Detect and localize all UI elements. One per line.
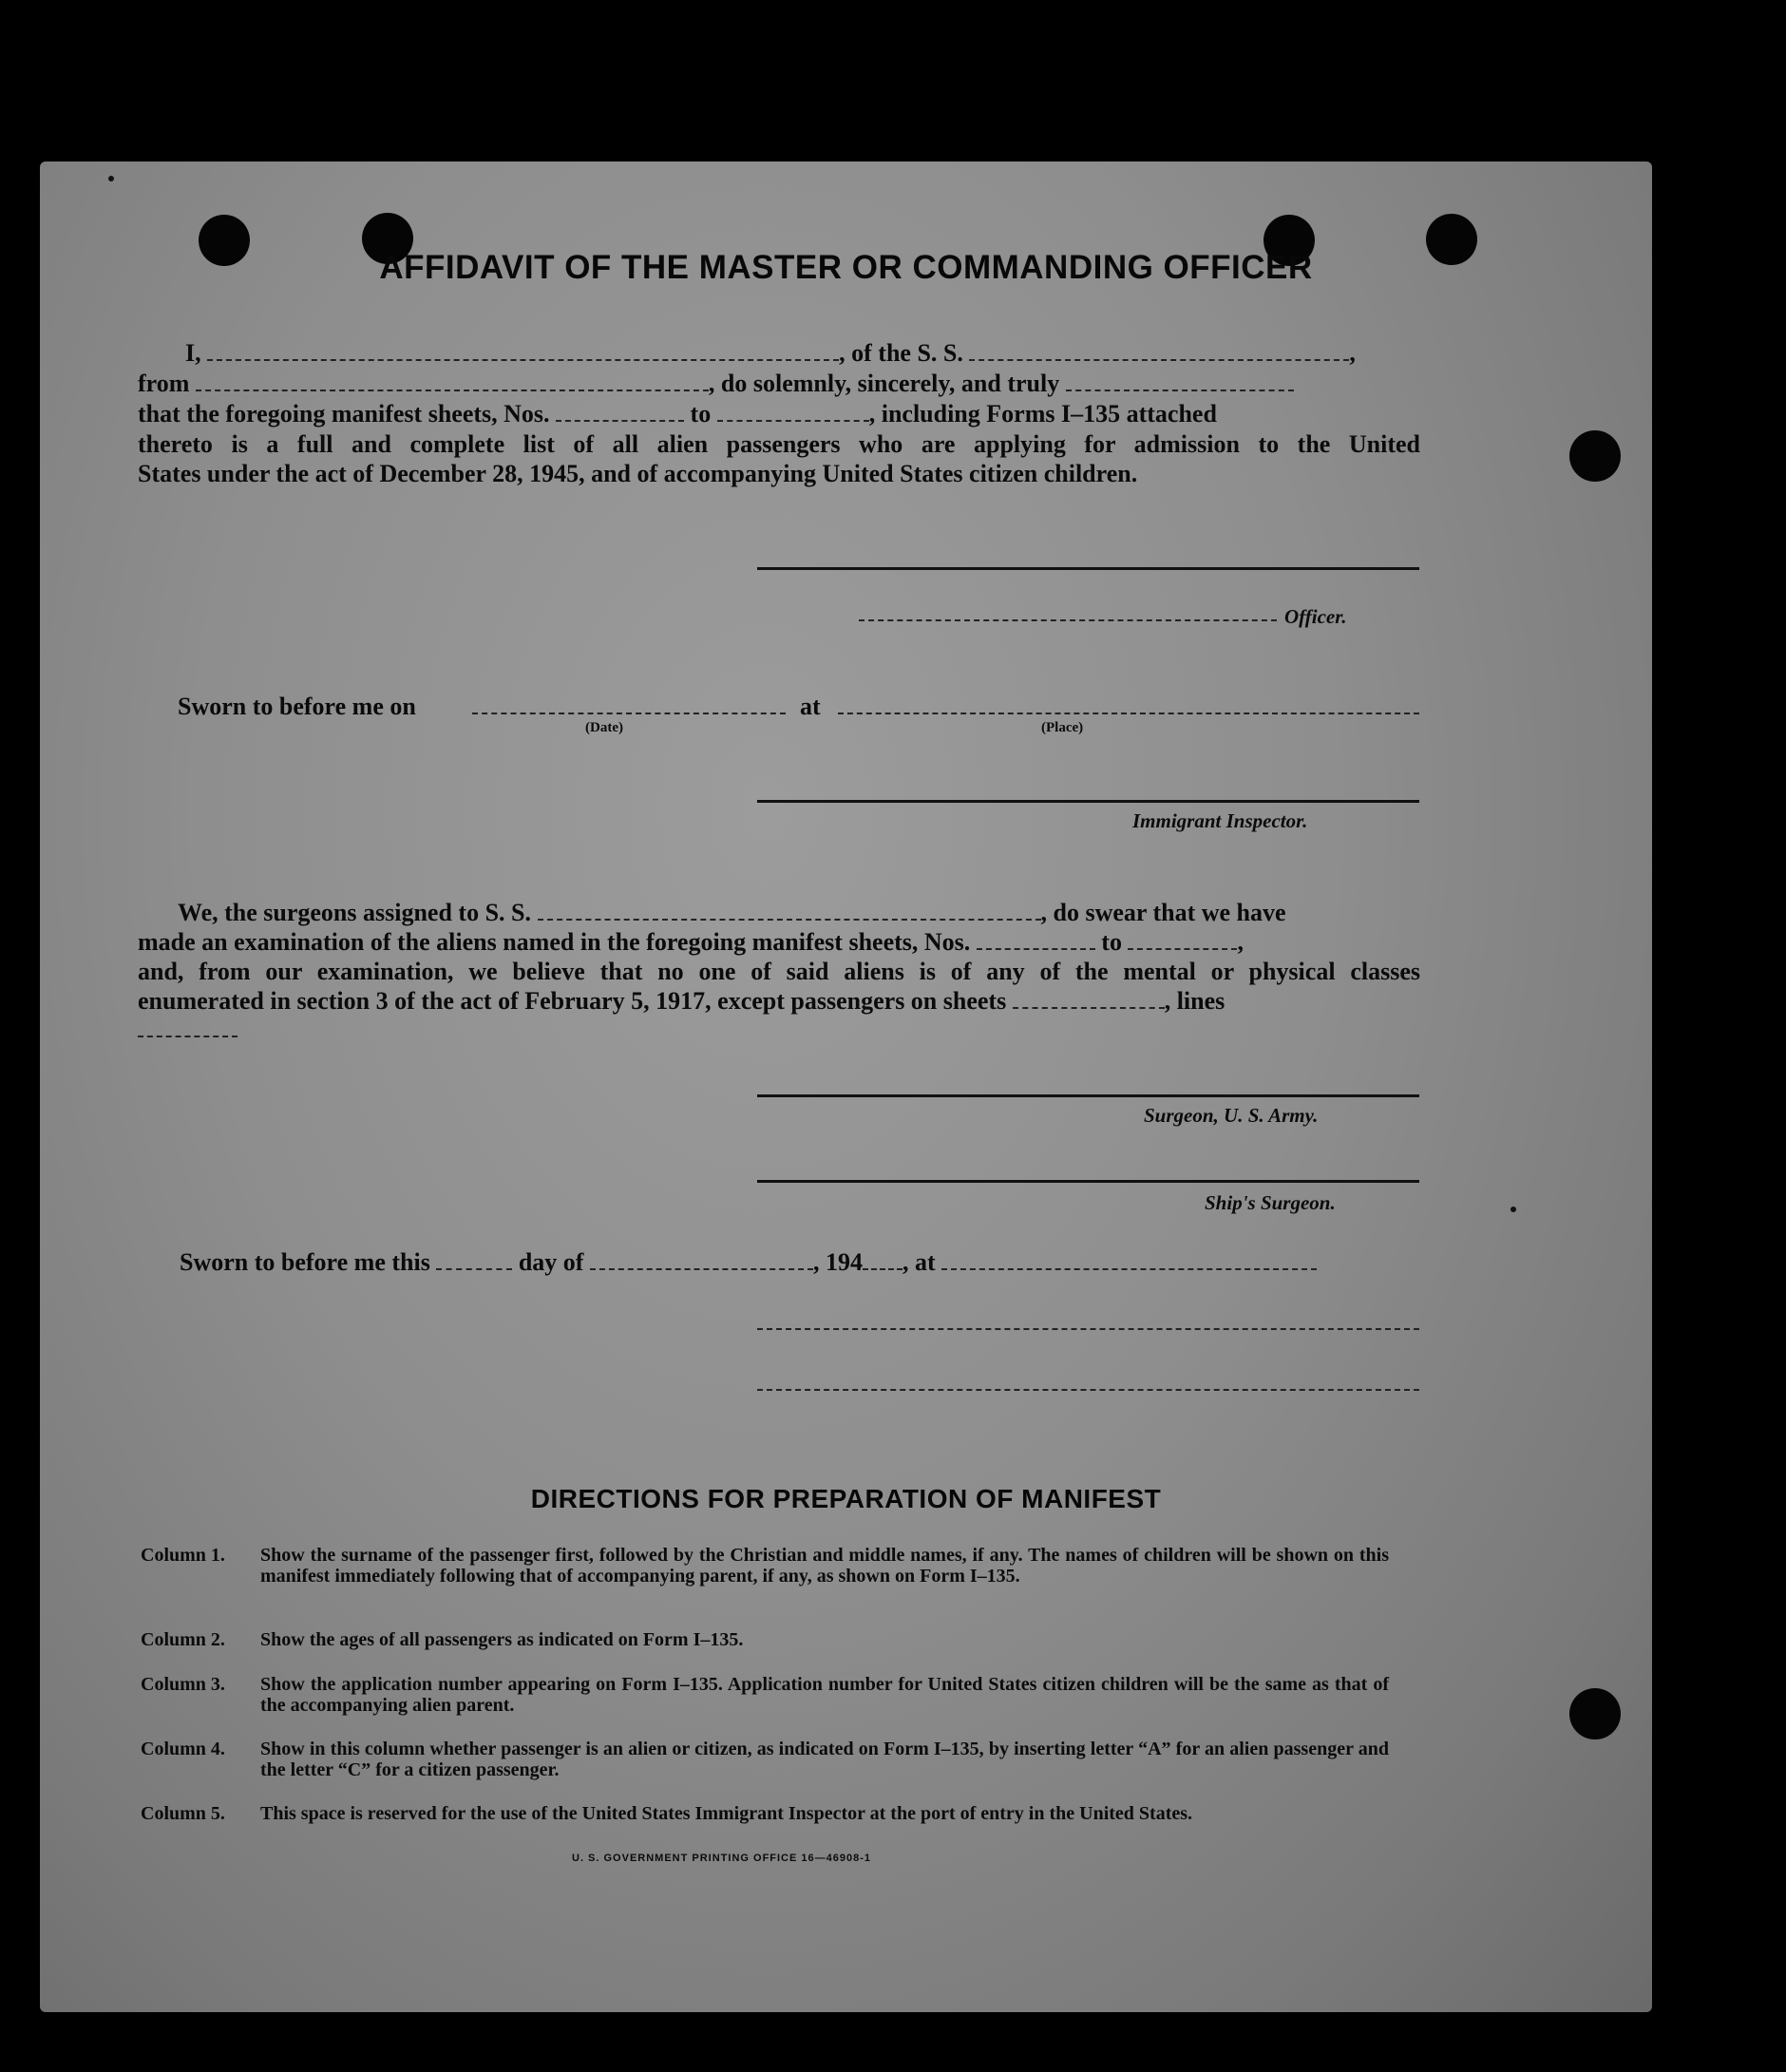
of-ss-label: , of the S. S. [839, 339, 963, 367]
to-label: to [690, 400, 712, 428]
except-sheets-blank[interactable] [1013, 988, 1165, 1009]
surgeons-line-1 [178, 898, 1420, 927]
sworn-this-label: Sworn to before me this [180, 1248, 430, 1276]
exam-sheet-from-blank[interactable] [977, 929, 1095, 950]
day-blank[interactable] [436, 1249, 512, 1270]
direction-text: Show in this column whether passenger is an alien or citizen, as indicated on Form I–135, by inserting letter “A” for an alien passenger and the letter “C” for a citizen passenger. [260, 1739, 1389, 1780]
sworn-place-blank[interactable] [838, 713, 1419, 714]
affidavit-line-3 [138, 399, 1420, 428]
direction-label: Column 2. [141, 1629, 225, 1650]
ship-name-blank[interactable] [969, 340, 1349, 361]
direction-label: Column 1. [141, 1545, 225, 1566]
page-title: AFFIDAVIT OF THE MASTER OR COMMANDING OFFICER [379, 249, 1313, 286]
year-blank[interactable] [863, 1249, 902, 1270]
officer-signature-line[interactable] [757, 567, 1419, 570]
year-prefix: , 194 [812, 1248, 863, 1276]
ship-surgeon-caption: Ship's Surgeon. [1205, 1191, 1336, 1214]
direction-label: Column 4. [141, 1739, 225, 1759]
from-blank[interactable] [196, 371, 709, 391]
officer-rank-line[interactable] [859, 619, 1277, 621]
sheet-from-blank[interactable] [556, 401, 684, 422]
month-blank[interactable] [590, 1249, 813, 1270]
direction-label: Column 3. [141, 1674, 225, 1695]
sworn-on-line [178, 692, 416, 721]
date-caption: (Date) [585, 720, 623, 735]
direction-label: Column 5. [141, 1803, 225, 1824]
sworn-this-at-label: , at [902, 1248, 936, 1276]
including-text: , including Forms I–135 attached [868, 400, 1217, 428]
affidavit-line-4: thereto is a full and complete list of all alien passengers who are applying for admission to the United [138, 430, 1420, 458]
punch-hole [1569, 430, 1621, 482]
direction-text: Show the ages of all passengers as indicated on Form I–135. [260, 1629, 744, 1650]
direction-text: Show the application number appearing on Form I–135. Application number for United States citizen children will be the same as that of the accompanying alien parent. [260, 1674, 1389, 1716]
sworn-at-label: at [800, 693, 821, 720]
sheet-to-blank[interactable] [717, 401, 869, 422]
comma: , [1237, 928, 1244, 956]
inspector-signature-line[interactable] [757, 800, 1419, 803]
sworn-this-line [180, 1247, 1419, 1277]
official-signature-line-1[interactable] [757, 1328, 1419, 1330]
direction-text: This space is reserved for the use of the United States Immigrant Inspector at the port of entry in the United States. [260, 1803, 1193, 1824]
surgeons-line-4 [138, 986, 1420, 1016]
directions-title: DIRECTIONS FOR PREPARATION OF MANIFEST [530, 1484, 1162, 1513]
exam-to-label: to [1101, 928, 1122, 956]
lines-text: , lines [1164, 987, 1226, 1015]
inspector-caption: Immigrant Inspector. [1132, 809, 1308, 832]
officer-caption: Officer. [1284, 605, 1347, 628]
solemnly-blank[interactable] [1066, 371, 1294, 391]
from-label: from [138, 370, 190, 397]
form-sheet [40, 162, 1652, 2012]
sworn-date-blank[interactable] [472, 713, 786, 714]
surgeons-line-3: and, from our examination, we believe that no one of said aliens is of any of the mental or physical classes [138, 958, 1420, 985]
punch-hole [1569, 1688, 1621, 1739]
affidavit-line-1 [185, 338, 1420, 368]
ship-surgeon-signature-line[interactable] [757, 1180, 1419, 1183]
i-label: I, [185, 339, 201, 367]
surgeons-label: We, the surgeons assigned to S. S. [178, 899, 531, 926]
army-surgeon-signature-line[interactable] [757, 1094, 1419, 1097]
affidavit-line-5: States under the act of December 28, 1945, and of accompanying United States citizen children. [138, 460, 1138, 487]
name-blank[interactable] [207, 340, 839, 361]
army-surgeon-caption: Surgeon, U. S. Army. [1144, 1104, 1319, 1127]
exam-sheet-to-blank[interactable] [1128, 929, 1237, 950]
manifest-label: that the foregoing manifest sheets, Nos. [138, 400, 550, 428]
surgeons-line-2 [138, 927, 1420, 957]
swear-text: , do swear that we have [1040, 899, 1286, 926]
affidavit-line-2 [138, 369, 1420, 398]
examination-text: made an examination of the aliens named in the foregoing manifest sheets, Nos. [138, 928, 971, 956]
speck [1510, 1207, 1516, 1212]
except-lines-blank[interactable] [138, 1036, 238, 1037]
printing-office-footer: U. S. GOVERNMENT PRINTING OFFICE 16—46908-1 [572, 1853, 872, 1864]
comma: , [1349, 339, 1356, 367]
surgeons-ship-blank[interactable] [538, 900, 1041, 921]
enumerated-text: enumerated in section 3 of the act of February 5, 1917, except passengers on sheets [138, 987, 1007, 1015]
day-of-label: day of [518, 1248, 584, 1276]
sworn-on-label: Sworn to before me on [178, 693, 416, 720]
sworn-this-place-blank[interactable] [941, 1249, 1317, 1270]
official-signature-line-2[interactable] [757, 1389, 1419, 1391]
place-caption: (Place) [1041, 720, 1084, 735]
speck [108, 176, 114, 181]
direction-text: Show the surname of the passenger first, followed by the Christian and middle names, if any. The names of children will be shown on this manifest immediately following that of accompanying parent, if any, as shown on Form I–135. [260, 1545, 1389, 1587]
solemnly-text: , do solemnly, sincerely, and truly [708, 370, 1060, 397]
